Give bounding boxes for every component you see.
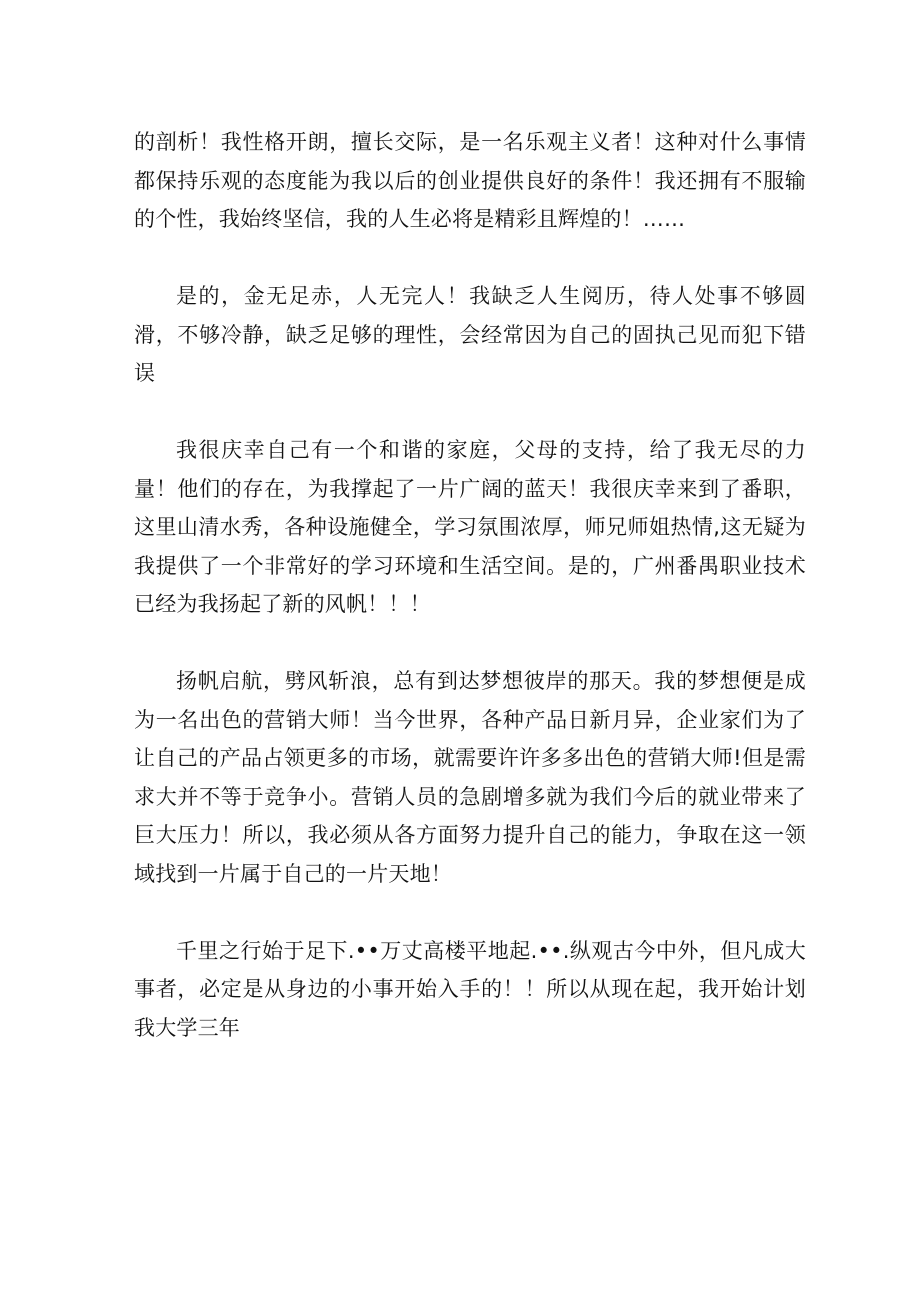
paragraph-4: 扬帆启航，劈风斩浪，总有到达梦想彼岸的那天。我的梦想便是成为一名出色的营销大师！当今世界，各种产品日新月异，企业家们为了让自己的产品占领更多的市场，就需要许许多多出色的营销大师!但是需求大并不等于竞争小。营销人员的急剧增多就为我们今后的就业带来了巨大压力！所以，我必须从各方面努力提升自己的能力，争取在这一领域找到一片属于自己的一片天地！ (134, 669, 806, 886)
paragraph-2: 是的，金无足赤，人无完人！我缺乏人生阅历，待人处事不够圆滑，不够冷静，缺乏足够的理性，会经常因为自己的固执己见而犯下错误 (134, 284, 806, 385)
paragraph-5: 千里之行始于足下.••万丈高楼平地起.••.纵观古今中外，但凡成大事者，必定是从身边的小事开始入手的！！所以从现在起，我开始计划我大学三年 (134, 938, 806, 1040)
paragraph-1: 的剖析！我性格开朗，擅长交际，是一名乐观主义者！这种对什么事情都保持乐观的态度能为我以后的创业提供良好的条件！我还拥有不服输的个性，我始终坚信，我的人生必将是精彩且辉煌的！…… (134, 130, 806, 231)
document-body (134, 123, 806, 1047)
paragraph-3: 我很庆幸自己有一个和谐的家庭，父母的支持，给了我无尽的力量！他们的存在，为我撑起了一片广阔的蓝天！我很庆幸来到了番职，这里山清水秀，各种设施健全，学习氛围浓厚，师兄师姐热情,这无疑为我提供了一个非常好的学习环境和生活空间。是的，广州番禺职业技术已经为我扬起了新的风帆！！！ (134, 438, 806, 616)
